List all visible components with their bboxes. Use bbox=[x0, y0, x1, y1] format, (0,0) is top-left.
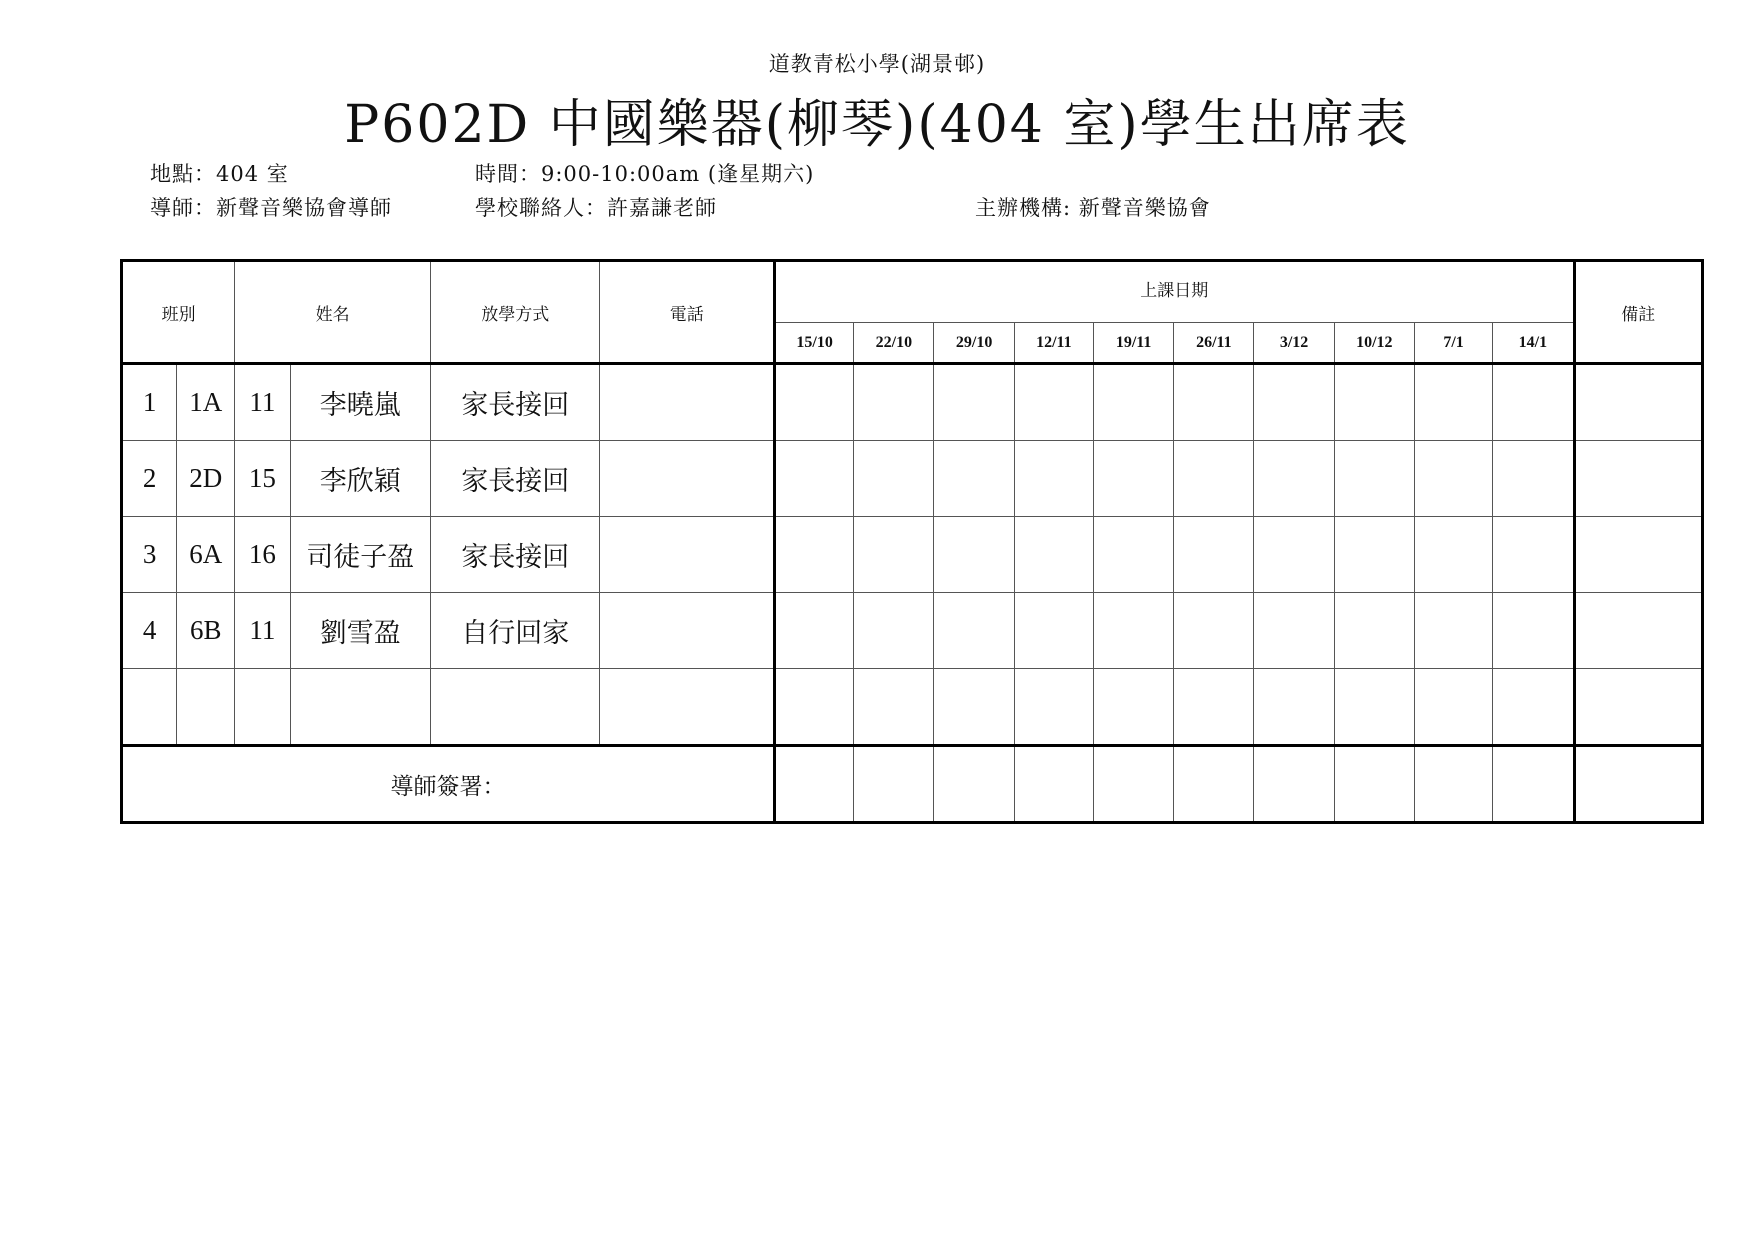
attendance-cell bbox=[854, 517, 934, 593]
table-row bbox=[122, 517, 1703, 593]
date-header: 12/11 bbox=[1014, 323, 1093, 364]
signature-row bbox=[122, 746, 1703, 823]
attendance-cell bbox=[854, 593, 934, 669]
row-class-number: 16 bbox=[235, 517, 290, 593]
row-dismissal: 家長接回 bbox=[430, 441, 600, 517]
table-row bbox=[122, 364, 1703, 441]
table-row bbox=[122, 669, 1703, 746]
attendance-cell bbox=[1174, 669, 1254, 746]
row-class: 2D bbox=[177, 441, 235, 517]
attendance-cell bbox=[1254, 593, 1334, 669]
attendance-cell bbox=[775, 364, 854, 441]
attendance-cell bbox=[1254, 441, 1334, 517]
signature-label: 導師簽署： bbox=[122, 746, 775, 823]
table-row bbox=[122, 441, 1703, 517]
attendance-cell bbox=[1093, 593, 1173, 669]
page-title: P602D 中國樂器(柳琴)(404 室)學生出席表 bbox=[344, 95, 1410, 155]
attendance-cell bbox=[1014, 669, 1093, 746]
attendance-cell bbox=[934, 669, 1014, 746]
row-class: 6A bbox=[177, 517, 235, 593]
attendance-cell bbox=[1493, 593, 1574, 669]
row-student-name: 李欣穎 bbox=[290, 441, 430, 517]
date-header: 7/1 bbox=[1414, 323, 1492, 364]
row-class bbox=[177, 669, 235, 746]
date-header: 26/11 bbox=[1174, 323, 1254, 364]
row-class: 6B bbox=[177, 593, 235, 669]
attendance-cell bbox=[1414, 669, 1492, 746]
attendance-cell bbox=[1174, 517, 1254, 593]
row-phone bbox=[600, 364, 775, 441]
remarks-cell bbox=[1574, 593, 1702, 669]
date-header: 29/10 bbox=[934, 323, 1014, 364]
attendance-cell bbox=[934, 593, 1014, 669]
attendance-cell bbox=[854, 364, 934, 441]
attendance-cell bbox=[1493, 441, 1574, 517]
school-name: 道教青松小學(湖景邨) bbox=[768, 52, 986, 76]
attendance-cell bbox=[934, 517, 1014, 593]
row-class-number: 11 bbox=[235, 593, 290, 669]
attendance-cell bbox=[1493, 669, 1574, 746]
signature-cell bbox=[1254, 746, 1334, 823]
organizer-text: 主辦機構: 新聲音樂協會 bbox=[975, 196, 1211, 220]
table-row bbox=[122, 593, 1703, 669]
header-phone: 電話 bbox=[600, 261, 775, 364]
signature-cell bbox=[775, 746, 854, 823]
row-student-name: 司徒子盈 bbox=[290, 517, 430, 593]
attendance-cell bbox=[1014, 364, 1093, 441]
attendance-cell bbox=[1493, 517, 1574, 593]
attendance-cell bbox=[1254, 669, 1334, 746]
attendance-cell bbox=[1254, 364, 1334, 441]
attendance-cell bbox=[934, 441, 1014, 517]
attendance-cell bbox=[1414, 441, 1492, 517]
row-phone bbox=[600, 669, 775, 746]
row-class-number: 15 bbox=[235, 441, 290, 517]
attendance-cell bbox=[1093, 441, 1173, 517]
row-student-name bbox=[290, 669, 430, 746]
date-header: 22/10 bbox=[854, 323, 934, 364]
date-header: 3/12 bbox=[1254, 323, 1334, 364]
signature-cell bbox=[934, 746, 1014, 823]
attendance-cell bbox=[775, 517, 854, 593]
attendance-cell bbox=[1493, 364, 1574, 441]
attendance-cell bbox=[854, 441, 934, 517]
remarks-cell bbox=[1574, 669, 1702, 746]
row-number bbox=[122, 669, 177, 746]
table-header bbox=[122, 261, 1703, 364]
signature-cell bbox=[1174, 746, 1254, 823]
signature-cell bbox=[1493, 746, 1574, 823]
signature-cell bbox=[854, 746, 934, 823]
row-dismissal: 家長接回 bbox=[430, 517, 600, 593]
row-number: 3 bbox=[122, 517, 177, 593]
attendance-cell bbox=[1254, 517, 1334, 593]
header-class: 班別 bbox=[122, 261, 235, 364]
header-dismissal: 放學方式 bbox=[430, 261, 600, 364]
remarks-cell bbox=[1574, 746, 1702, 823]
row-phone bbox=[600, 517, 775, 593]
attendance-cell bbox=[1014, 517, 1093, 593]
remarks-cell bbox=[1574, 441, 1702, 517]
row-number: 4 bbox=[122, 593, 177, 669]
attendance-cell bbox=[1014, 593, 1093, 669]
attendance-cell bbox=[1334, 593, 1414, 669]
signature-cell bbox=[1414, 746, 1492, 823]
header-remarks: 備註 bbox=[1574, 261, 1702, 364]
row-class: 1A bbox=[177, 364, 235, 441]
attendance-cell bbox=[775, 593, 854, 669]
time-text: 時間：9:00-10:00am (逢星期六) bbox=[475, 162, 815, 186]
attendance-cell bbox=[1014, 441, 1093, 517]
attendance-cell bbox=[1334, 364, 1414, 441]
contact-text: 學校聯絡人：許嘉謙老師 bbox=[475, 196, 717, 220]
tutor-text: 導師：新聲音樂協會導師 bbox=[150, 196, 392, 220]
date-header: 10/12 bbox=[1334, 323, 1414, 364]
row-student-name: 劉雪盈 bbox=[290, 593, 430, 669]
attendance-cell bbox=[1334, 441, 1414, 517]
attendance-cell bbox=[775, 669, 854, 746]
signature-cell bbox=[1014, 746, 1093, 823]
row-number: 1 bbox=[122, 364, 177, 441]
attendance-cell bbox=[1334, 517, 1414, 593]
row-dismissal bbox=[430, 669, 600, 746]
signature-cell bbox=[1093, 746, 1173, 823]
date-header: 19/11 bbox=[1093, 323, 1173, 364]
attendance-cell bbox=[1093, 364, 1173, 441]
venue-text: 地點：404 室 bbox=[150, 162, 289, 186]
remarks-cell bbox=[1574, 364, 1702, 441]
row-class-number bbox=[235, 669, 290, 746]
attendance-cell bbox=[1093, 517, 1173, 593]
row-dismissal: 自行回家 bbox=[430, 593, 600, 669]
attendance-cell bbox=[1174, 593, 1254, 669]
remarks-cell bbox=[1574, 517, 1702, 593]
attendance-cell bbox=[1093, 669, 1173, 746]
row-phone bbox=[600, 593, 775, 669]
attendance-cell bbox=[1414, 517, 1492, 593]
row-phone bbox=[600, 441, 775, 517]
attendance-cell bbox=[1414, 593, 1492, 669]
signature-cell bbox=[1334, 746, 1414, 823]
header-dates-group: 上課日期 bbox=[775, 261, 1575, 323]
date-header: 14/1 bbox=[1493, 323, 1574, 364]
row-number: 2 bbox=[122, 441, 177, 517]
row-student-name: 李曉嵐 bbox=[290, 364, 430, 441]
header-name: 姓名 bbox=[235, 261, 431, 364]
attendance-cell bbox=[775, 441, 854, 517]
row-dismissal: 家長接回 bbox=[430, 364, 600, 441]
attendance-cell bbox=[1174, 364, 1254, 441]
attendance-table bbox=[120, 259, 1704, 824]
row-class-number: 11 bbox=[235, 364, 290, 441]
attendance-cell bbox=[1414, 364, 1492, 441]
attendance-cell bbox=[1174, 441, 1254, 517]
attendance-cell bbox=[854, 669, 934, 746]
date-header: 15/10 bbox=[775, 323, 854, 364]
attendance-cell bbox=[934, 364, 1014, 441]
attendance-cell bbox=[1334, 669, 1414, 746]
